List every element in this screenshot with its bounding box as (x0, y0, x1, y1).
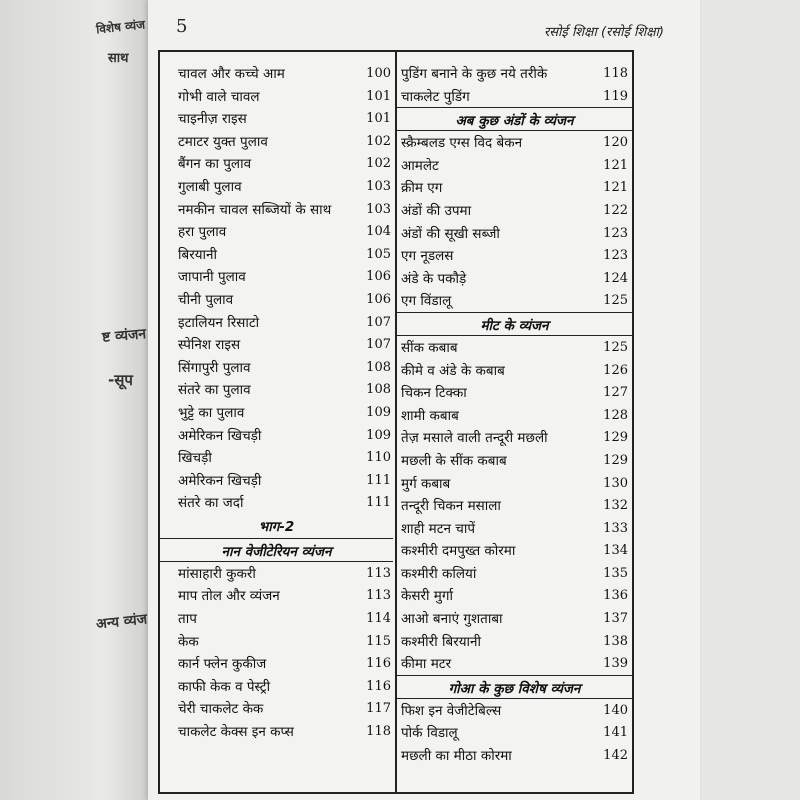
entry-page-number: 119 (603, 88, 628, 104)
entry-title: स्पेनिश राइस (178, 337, 241, 354)
entry-page-number: 137 (603, 611, 628, 627)
entry-title: चिकन टिक्का (401, 385, 467, 402)
contents-entry (160, 356, 393, 379)
contents-entry (397, 222, 632, 245)
contents-entry (160, 220, 393, 243)
left-page-fragment: विशेष व्यंज (95, 17, 146, 37)
contents-entry (160, 130, 393, 153)
contents-entry (160, 720, 393, 743)
contents-entry (397, 426, 632, 449)
entry-page-number: 102 (366, 156, 391, 172)
entry-page-number: 120 (603, 135, 628, 151)
entry-page-number: 114 (366, 611, 391, 627)
entry-title: कार्न फ्लेन कुकीज (178, 656, 267, 673)
entry-page-number: 103 (366, 201, 391, 217)
page-number: 5 (176, 16, 188, 37)
entry-title: काफी केक व पेस्ट्री (178, 678, 271, 695)
contents-entry (160, 288, 393, 311)
entry-page-number: 136 (603, 588, 628, 604)
contents-entry (397, 539, 632, 562)
entry-page-number: 125 (603, 339, 628, 355)
contents-entry (160, 446, 393, 469)
contents-entry (160, 607, 393, 630)
entry-page-number: 110 (366, 450, 391, 466)
contents-entry (160, 265, 393, 288)
entry-title: माप तोल और व्यंजन (178, 588, 280, 605)
entry-page-number: 127 (603, 385, 628, 401)
entry-title: चाइनीज़ राइस (178, 111, 247, 128)
contents-column-left (160, 62, 393, 743)
contents-entry (160, 378, 393, 401)
entry-title: बैंगन का पुलाव (178, 156, 252, 173)
contents-entry (160, 175, 393, 198)
entry-title: चाकलेट केक्स इन कप्स (178, 724, 294, 741)
contents-entry (160, 107, 393, 130)
entry-title: केक (178, 633, 199, 650)
entry-page-number: 134 (603, 543, 628, 559)
entry-page-number: 107 (366, 314, 391, 330)
entry-title: मुर्ग कबाब (401, 475, 451, 492)
contents-entry (397, 699, 632, 722)
entry-page-number: 130 (603, 475, 628, 491)
contents-entry (160, 62, 393, 85)
contents-entry (160, 675, 393, 698)
contents-entry (397, 176, 632, 199)
entry-title: अंडों की उपमा (401, 202, 472, 219)
entry-page-number: 140 (603, 702, 628, 718)
entry-page-number: 128 (603, 407, 628, 423)
entry-title: स्क्रैम्बलड एग्स विद बेकन (401, 135, 523, 152)
contents-entry (160, 469, 393, 492)
entry-title: केसरी मुर्गा (401, 588, 453, 605)
contents-entry (160, 243, 393, 266)
section-heading: भाग-2 (258, 518, 295, 535)
contents-entry (397, 154, 632, 177)
entry-title: गोभी वाले चावल (178, 88, 260, 105)
entry-title: अमेरिकन खिचड़ी (178, 427, 262, 444)
contents-entry (397, 404, 632, 427)
contents-entry (397, 517, 632, 540)
contents-entry (397, 449, 632, 472)
entry-page-number: 106 (366, 269, 391, 285)
entry-page-number: 135 (603, 565, 628, 581)
entry-page-number: 123 (603, 248, 628, 264)
entry-title: एग नूडलस (401, 248, 454, 265)
entry-title: फिश इन वेजीटेबिल्स (401, 702, 502, 719)
entry-page-number: 116 (366, 656, 391, 672)
entry-title: कीमा मटर (401, 656, 452, 673)
contents-entry (160, 630, 393, 653)
entry-page-number: 117 (366, 701, 391, 717)
contents-entry (160, 152, 393, 175)
entry-page-number: 106 (366, 291, 391, 307)
entry-title: मछली का मीठा कोरमा (401, 748, 512, 765)
entry-title: जापानी पुलाव (178, 269, 246, 286)
contents-entry (160, 584, 393, 607)
entry-title: हरा पुलाव (178, 224, 227, 241)
entry-title: आओ बनाएं गुशताबा (401, 611, 503, 628)
entry-page-number: 109 (366, 427, 391, 443)
entry-page-number: 133 (603, 520, 628, 536)
contents-entry (397, 562, 632, 585)
entry-title: सिंगापुरी पुलाव (178, 359, 251, 376)
entry-page-number: 125 (603, 293, 628, 309)
entry-page-number: 108 (366, 359, 391, 375)
contents-entry (397, 62, 632, 85)
entry-title: भुट्टे का पुलाव (178, 404, 245, 421)
entry-title: अमेरिकन खिचड़ी (178, 472, 262, 489)
book-page (148, 0, 700, 800)
entry-page-number: 103 (366, 178, 391, 194)
entry-title: एग विंडालू (401, 293, 452, 310)
entry-title: तेज़ मसाले वाली तन्दूरी मछली (401, 430, 548, 447)
entry-page-number: 123 (603, 225, 628, 241)
entry-title: तन्दूरी चिकन मसाला (401, 498, 501, 515)
entry-title: संतरे का जर्दा (178, 495, 244, 512)
contents-entry (397, 359, 632, 382)
section-heading: नान वेजीटेरियन व्यंजन (160, 538, 393, 562)
contents-entry (397, 289, 632, 312)
entry-page-number: 122 (603, 202, 628, 218)
left-page-fragment: साथ (108, 51, 129, 66)
contents-table (158, 50, 634, 794)
entry-title: पोर्क विडालू (401, 725, 458, 742)
contents-entry (397, 381, 632, 404)
entry-title: कीमे व अंडे के कबाब (401, 362, 505, 379)
entry-title: बिरयानी (178, 246, 218, 263)
contents-entry (397, 744, 632, 767)
left-page-fragment: -सूप (108, 371, 133, 389)
entry-title: चावल और कच्चे आम (178, 66, 285, 82)
entry-page-number: 109 (366, 404, 391, 420)
left-page-edge (0, 0, 150, 800)
entry-page-number: 142 (603, 748, 628, 764)
entry-title: ताप (178, 611, 197, 628)
contents-entry (397, 584, 632, 607)
entry-page-number: 104 (366, 224, 391, 240)
entry-title: मछली के सींक कबाब (401, 452, 507, 469)
entry-page-number: 129 (603, 430, 628, 446)
entry-page-number: 100 (366, 66, 391, 81)
entry-page-number: 101 (366, 88, 391, 104)
entry-title: सींक कबाब (401, 339, 458, 356)
contents-entry (160, 652, 393, 675)
entry-page-number: 121 (603, 157, 628, 173)
entry-page-number: 126 (603, 362, 628, 378)
entry-title: इटालियन रिसाटो (178, 314, 260, 331)
entry-title: क्रीम एग (401, 180, 443, 197)
entry-page-number: 139 (603, 656, 628, 672)
entry-title: शामी कबाब (401, 407, 459, 424)
contents-entry (397, 85, 632, 108)
entry-page-number: 141 (603, 725, 628, 741)
entry-title: खिचड़ी (178, 450, 212, 467)
contents-entry (397, 336, 632, 359)
section-heading: मीट के व्यंजन (397, 312, 632, 336)
left-page-fragment: ष्ट व्यंजन (101, 326, 147, 346)
entry-title: मांसाहारी कुकरी (178, 565, 256, 582)
contents-entry (160, 311, 393, 334)
contents-entry (397, 244, 632, 267)
entry-page-number: 116 (366, 678, 391, 694)
entry-page-number: 132 (603, 498, 628, 514)
entry-title: कश्मीरी दमपुख्त कोरमा (401, 543, 516, 560)
entry-title: पुडिंग बनाने के कुछ नये तरीके (401, 66, 548, 82)
left-page-fragment: अन्य व्यंज (95, 611, 148, 633)
entry-page-number: 111 (366, 472, 391, 488)
entry-page-number: 118 (603, 66, 628, 81)
entry-title: चीनी पुलाव (178, 291, 234, 308)
entry-page-number: 129 (603, 452, 628, 468)
entry-title: अंडे के पकौड़े (401, 270, 467, 287)
entry-title: टमाटर युक्त पुलाव (178, 133, 268, 150)
contents-entry (160, 333, 393, 356)
contents-entry (160, 562, 393, 585)
contents-entry (397, 131, 632, 154)
section-heading: अब कुछ अंडों के व्यंजन (397, 107, 632, 131)
contents-entry (397, 199, 632, 222)
entry-title: कश्मीरी कलियां (401, 565, 477, 582)
contents-entry (160, 697, 393, 720)
entry-title: शाही मटन चापें (401, 520, 476, 537)
contents-entry (397, 630, 632, 653)
entry-title: नमकीन चावल सब्जियों के साथ (178, 201, 332, 218)
contents-entry (397, 472, 632, 495)
contents-column-right (397, 62, 632, 767)
entry-page-number: 113 (366, 588, 391, 604)
entry-page-number: 115 (366, 633, 391, 649)
entry-page-number: 108 (366, 382, 391, 398)
section-heading: गोआ के कुछ विशेष व्यंजन (397, 675, 632, 699)
contents-entry (397, 494, 632, 517)
contents-entry (160, 401, 393, 424)
entry-page-number: 111 (366, 495, 391, 511)
entry-page-number: 101 (366, 111, 391, 127)
entry-title: चेरी चाकलेट केक (178, 701, 264, 718)
contents-entry (397, 721, 632, 744)
entry-page-number: 105 (366, 246, 391, 262)
entry-page-number: 124 (603, 270, 628, 286)
entry-page-number: 138 (603, 633, 628, 649)
entry-title: गुलाबी पुलाव (178, 178, 242, 195)
contents-entry (397, 607, 632, 630)
contents-entry (397, 652, 632, 675)
contents-entry (397, 267, 632, 290)
entry-page-number: 121 (603, 180, 628, 196)
contents-entry (160, 491, 393, 514)
running-head: रसोई शिक्षा (रसोई शिक्षा) (543, 25, 664, 40)
entry-page-number: 107 (366, 337, 391, 353)
entry-page-number: 113 (366, 565, 391, 581)
entry-title: संतरे का पुलाव (178, 382, 251, 399)
entry-title: कश्मीरी बिरयानी (401, 633, 482, 650)
contents-entry (160, 85, 393, 108)
entry-page-number: 118 (366, 724, 391, 740)
contents-entry (160, 198, 393, 221)
contents-entry (160, 424, 393, 447)
entry-title: अंडों की सूखी सब्जी (401, 225, 500, 242)
entry-page-number: 102 (366, 133, 391, 149)
entry-title: आमलेट (401, 157, 439, 174)
entry-title: चाकलेट पुडिंग (401, 88, 470, 105)
